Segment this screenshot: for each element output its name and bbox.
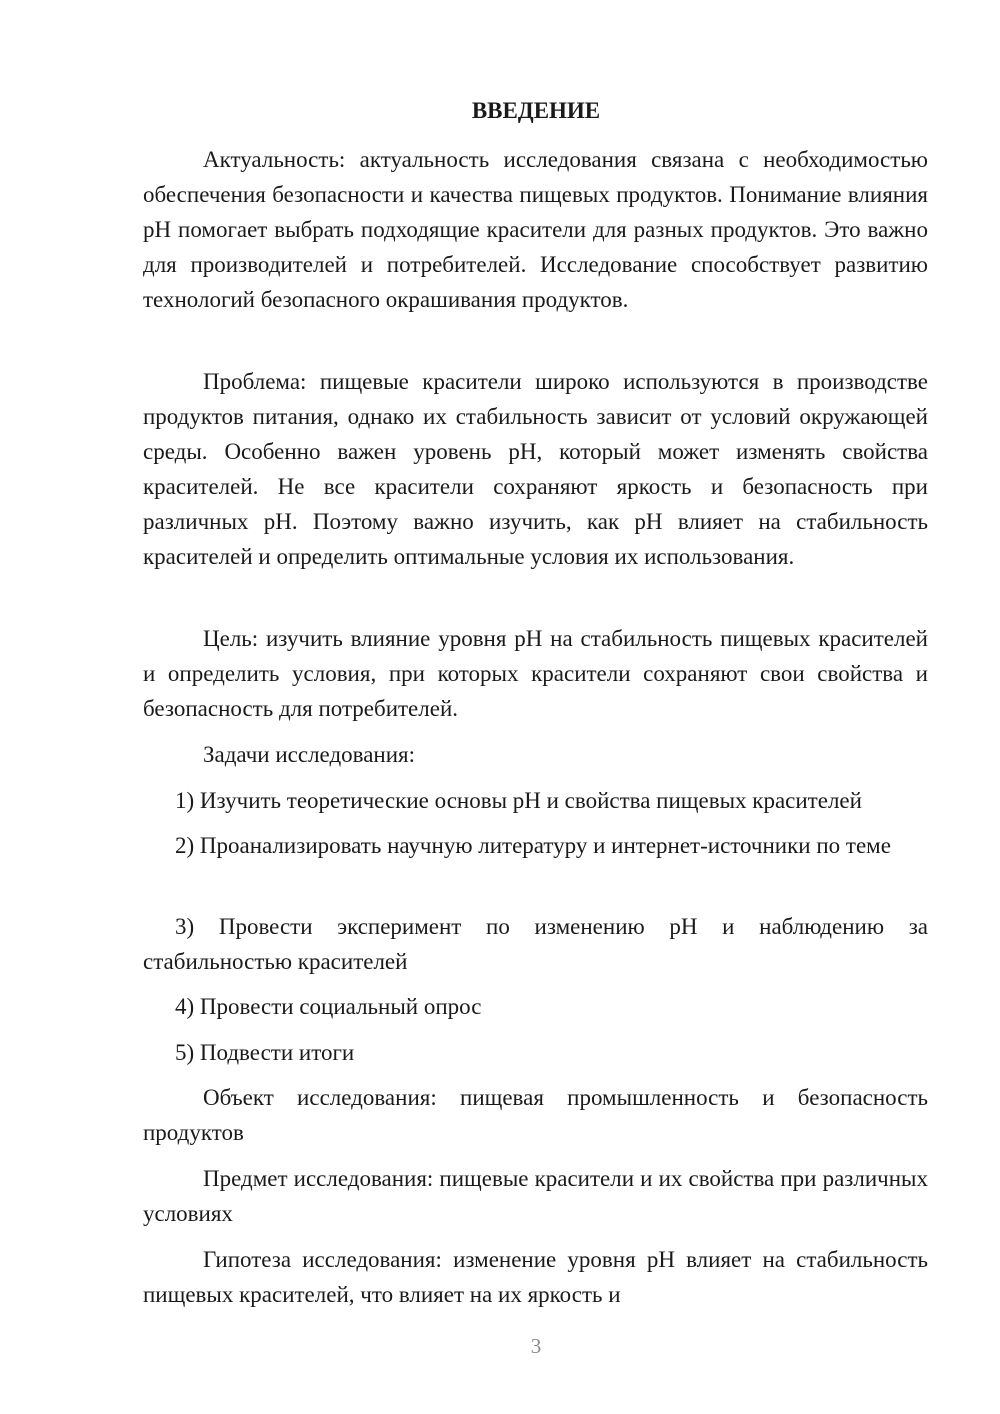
paragraph-goal: Цель: изучить влияние уровня pH на стабильность пищевых красителей и определить условия, при которых красители сохраняют свои свойства и безопасность для потребителей. — [143, 626, 928, 721]
paragraph-tasks-intro: Задачи исследования: — [203, 742, 416, 767]
task-item-3: 3) Провести эксперимент по изменению pH и наблюдению за стабильностью красителей — [143, 914, 928, 974]
paragraph-hypothesis: Гипотеза исследования: изменение уровня pH влияет на стабильность пищевых красителей, что влияет на их яркость и — [143, 1247, 928, 1307]
task-item-1: 1) Изучить теоретические основы pH и свойства пищевых красителей — [175, 788, 862, 813]
paragraph-problem: Проблема: пищевые красители широко используются в производстве продуктов питания, однако их стабильность зависит от условий окружающей среды. Особенно важен уровень pH, который может изменять свойства красителей. Не все красители сохраняют яркость и безопасность при различных pH. Поэтому важно изучить, как pH влияет на стабильность красителей и определить оптимальные условия их использования. — [143, 369, 928, 569]
task-item-4: 4) Провести социальный опрос — [175, 994, 482, 1019]
section-heading: ВВЕДЕНИЕ — [471, 98, 601, 123]
page-number: 3 — [530, 1334, 542, 1358]
task-item-5: 5) Подвести итоги — [175, 1040, 355, 1065]
paragraph-subject: Предмет исследования: пищевые красители и их свойства при различных условиях — [143, 1166, 928, 1226]
paragraph-relevance: Актуальность: актуальность исследования связана с необходимостью обеспечения безопасности и качества пищевых продуктов. Понимание влияния pH помогает выбрать подходящие красители для разных продуктов. Это важно для производителей и потребителей. Исследование способствует развитию технологий безопасного окрашивания продуктов. — [143, 147, 928, 312]
task-item-2: 2) Проанализировать научную литературу и интернет-источники по теме — [175, 833, 891, 858]
paragraph-object: Объект исследования: пищевая промышленность и безопасность продуктов — [143, 1085, 928, 1145]
